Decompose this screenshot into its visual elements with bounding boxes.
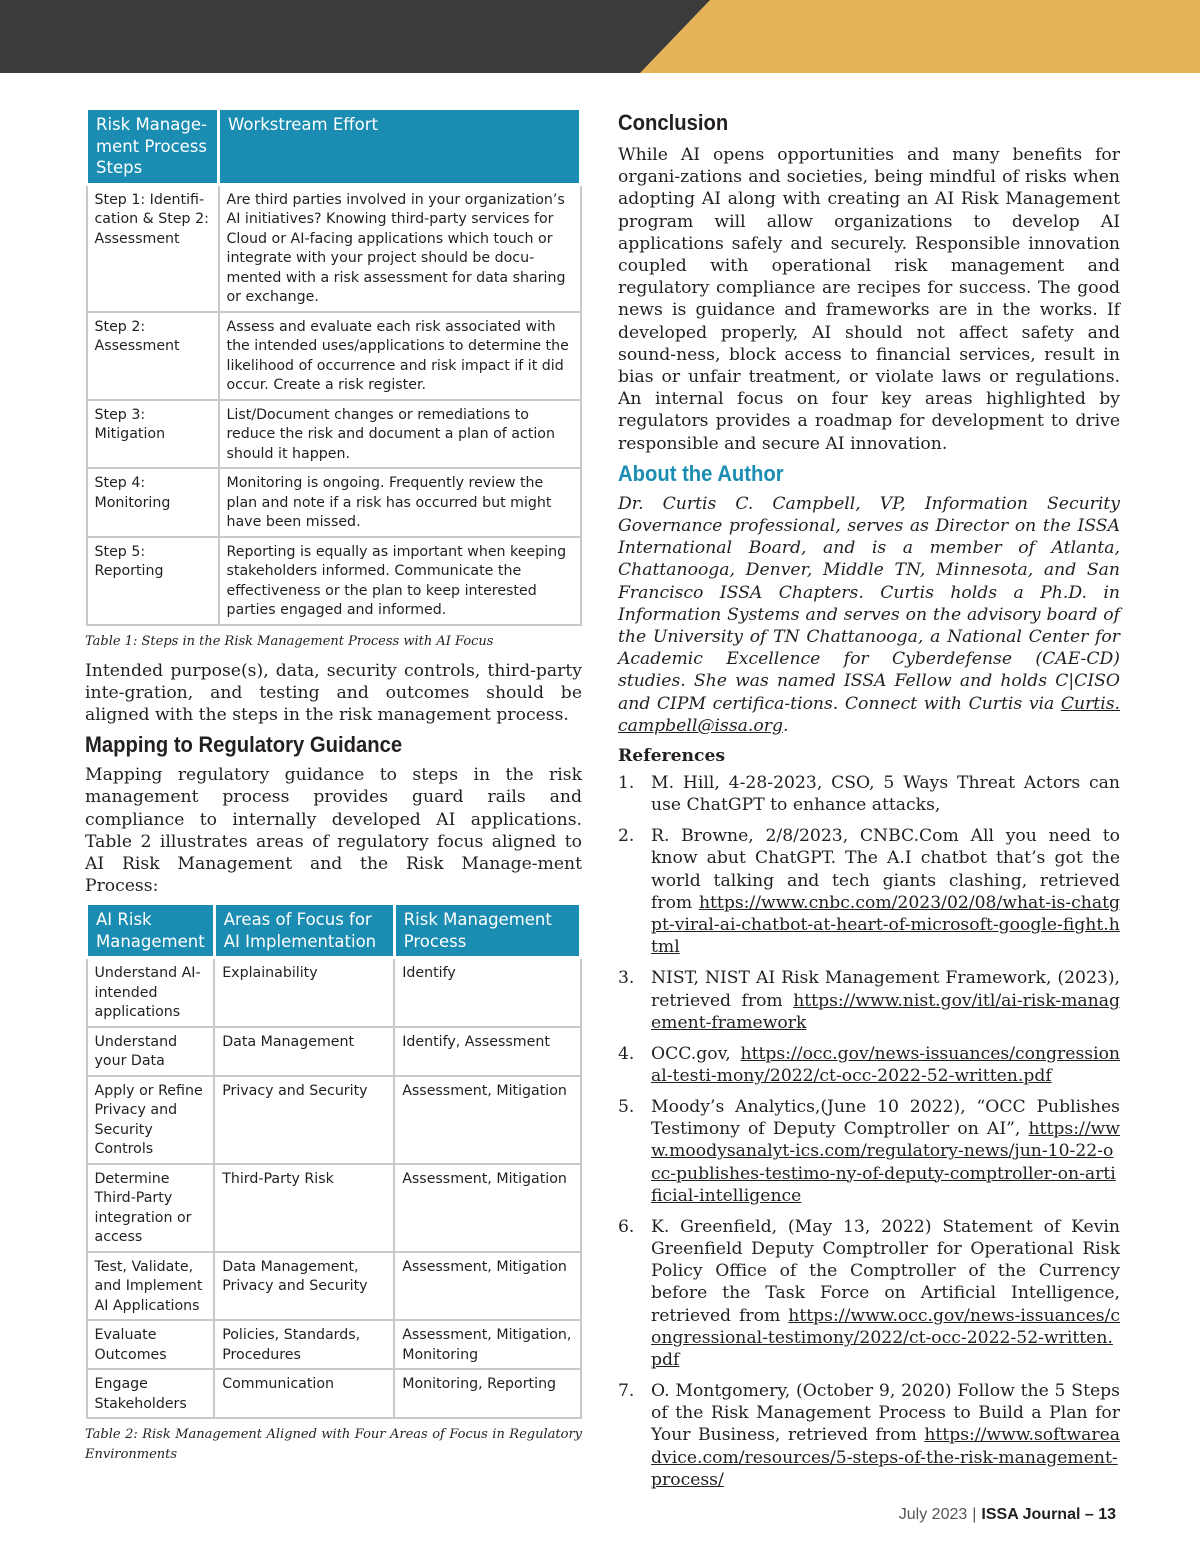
table-row: [87, 312, 581, 400]
reference-text: Moody’s Analytics,(June 10 2022), “OCC Publishes Testimony of Deputy Comptroller on AI”,: [651, 1096, 1120, 1140]
table-cell-effort: Are third parties involved in your organization’s AI initiatives? Knowing third-party services for Cloud or AI-facing applications which touch or integrate with your project should be docu-mented with a risk assessment for data sharing or exchange.: [219, 184, 581, 312]
reference-link[interactable]: https://www.occ.gov/news-issuances/congressional-testimony/2022/ct-occ-2022-52-written.pdf: [651, 1305, 1120, 1370]
reference-text: NIST, NIST AI Risk Management Framework, (2023), retrieved from: [651, 968, 1120, 1011]
header-banner-gold: [640, 0, 1200, 73]
author-bio-text: Dr. Curtis C. Campbell, VP, Information Security Governance professional, serves as Director on the ISSA International Board, and is a member of Atlanta, Chattanooga, Denver, Middle TN, Minnesota, and San Francisco ISSA Chapters. Curtis holds a Ph.D. in Information Systems and serves on the advisory board of the University of TN Chattanooga, a National Center for Academic Excellence for Cyberdefense (CAE-CD) studies. She was named ISSA Fellow and holds C|CISO and CIPM certifica-tions. Connect with Curtis via: [618, 493, 1120, 714]
table-cell: Policies, Standards, Procedures: [214, 1320, 394, 1369]
reference-link[interactable]: https://www.cnbc.com/2023/02/08/what-is-chatgpt-viral-ai-chatbot-at-heart-of-microsoft-google-fight.html: [651, 892, 1120, 958]
section-heading-mapping: Mapping to Regulatory Guidance: [85, 732, 403, 758]
reference-number: 2.: [618, 826, 635, 847]
table-cell: Data Management: [214, 1027, 394, 1076]
table-cell: Assessment, Mitigation: [394, 1164, 580, 1252]
section-heading-about-author: About the Author: [618, 460, 784, 486]
table-cell: Data Management, Privacy and Security: [214, 1252, 394, 1321]
reference-text: K. Greenfield, (May 13, 2022) Statement of Kevin Greenfield Deputy Comptroller for Operational Risk Policy Office of the Comptroller of the Currency before the Task Force on Artificial Intelligence, retrieved from: [651, 1216, 1120, 1326]
table-cell: Third-Party Risk: [214, 1164, 394, 1252]
references-list: [618, 772, 1120, 1491]
reference-item: [618, 967, 1120, 1034]
table-2-header: Areas of Focus for AI Implementation: [214, 905, 394, 958]
table-cell-effort: Assess and evaluate each risk associated with the intended uses/applications to determine the likelihood of occurrence and risk impact if it did occur. Create a risk register.: [219, 312, 581, 400]
reference-item: [618, 1096, 1120, 1207]
reference-number: 1.: [618, 773, 635, 794]
references-heading: References: [618, 746, 726, 767]
table-cell: Privacy and Security: [214, 1076, 394, 1164]
table-cell: Identify, Assessment: [394, 1027, 580, 1076]
reference-link[interactable]: https://www.nist.gov/itl/ai-risk-management-framework: [651, 990, 1120, 1033]
reference-number: 7.: [618, 1380, 635, 1401]
table-1-caption: Table 1: Steps in the Risk Management Process with AI Focus: [85, 633, 494, 649]
reference-item: [618, 825, 1120, 958]
table-row: [87, 1027, 581, 1076]
table-cell: Engage Stakeholders: [87, 1369, 215, 1418]
table-1-header: Workstream Effort: [219, 110, 581, 184]
table-cell-effort: Monitoring is ongoing. Frequently review the plan and note if a risk has occurred but might have been missed.: [219, 468, 581, 537]
author-bio-period: .: [782, 715, 789, 736]
table-cell-effort: List/Document changes or remediations to reduce the risk and document a plan of action should it happen.: [219, 400, 581, 469]
table-cell-step: Step 2: Assessment: [87, 312, 219, 400]
table-cell-step: Step 1: Identifi-cation & Step 2: Assessment: [87, 184, 219, 312]
conclusion-text: While AI opens opportunities and many benefits for organi-zations and societies, being mindful of risks when adopting AI along with creating an AI Risk Management program will allow organizations to develop AI applications safely and securely. Responsible innovation coupled with operational risk management and regulatory compliance are recipes for success. The good news is guidance and frameworks are in the works. If developed properly, AI should not affect safety and sound-ness, block access to financial services, result in bias or unfair treatment, or violate laws or regulations. An internal focus on four key areas highlighted by regulators provides a roadmap for development to drive responsible and secure AI innovation.: [618, 145, 1120, 454]
body-paragraph: Intended purpose(s), data, security controls, third-party inte-gration, and testing and outcomes should be aligned with the steps in the risk management process.: [85, 660, 582, 725]
right-column: [618, 110, 1120, 1500]
footer-date: July 2023: [898, 1506, 968, 1523]
table-row: [87, 1369, 581, 1418]
reference-item: [618, 1216, 1120, 1371]
table-cell: Test, Validate, and Implement AI Applications: [87, 1252, 215, 1321]
table-2: [85, 905, 582, 1419]
table-cell: Identify: [394, 958, 580, 1027]
table-row: [87, 468, 581, 537]
table-row: [87, 1164, 581, 1252]
table-row: [87, 1320, 581, 1369]
reference-number: 3.: [618, 968, 635, 989]
page-footer: [899, 1506, 1116, 1524]
reference-text: O. Montgomery, (October 9, 2020) Follow the 5 Steps of the Risk Management Process to Build a Plan for Your Business, retrieved from: [651, 1380, 1120, 1446]
reference-number: 4.: [618, 1043, 635, 1064]
body-paragraph: Mapping regulatory guidance to steps in the risk management process provides guard rails and compliance to internally developed AI applications. Table 2 illustrates areas of regulatory focus aligned to AI Risk Management and the Risk Manage-ment Process:: [85, 765, 582, 897]
table-row: [87, 400, 581, 469]
table-cell: Determine Third-Party integration or access: [87, 1164, 215, 1252]
table-cell: Assessment, Mitigation: [394, 1252, 580, 1321]
author-bio: [618, 493, 1120, 737]
table-1: [85, 110, 582, 626]
table-row: [87, 537, 581, 625]
table-2-caption: Table 2: Risk Management Aligned with Four Areas of Focus in Regulatory Environments: [85, 1427, 582, 1463]
author-email-link[interactable]: Curtis.campbell@issa.org: [618, 693, 1120, 736]
table-cell: Understand your Data: [87, 1027, 215, 1076]
section-heading-conclusion: Conclusion: [618, 110, 729, 135]
reference-number: 6.: [618, 1216, 635, 1237]
table-1-header: Risk Manage-ment Process Steps: [87, 110, 219, 184]
table-cell: Apply or Refine Privacy and Security Controls: [87, 1076, 215, 1164]
table-cell-step: Step 4: Monitoring: [87, 468, 219, 537]
reference-link[interactable]: https://www.softwareadvice.com/resources/5-steps-of-the-risk-management-process/: [651, 1425, 1120, 1490]
table-2-header: AI Risk Management: [87, 905, 215, 958]
reference-link[interactable]: https://www.moodysanalyt-ics.com/regulatory-news/jun-10-22-occ-publishes-testimo-ny-of-deputy-comptroller-on-artificial-intelligence: [651, 1119, 1120, 1206]
reference-item: [618, 1380, 1120, 1491]
left-column: [85, 110, 582, 1465]
footer-journal-page: ISSA Journal – 13: [981, 1506, 1116, 1523]
reference-text: R. Browne, 2/8/2023, CNBC.Com All you need to know abut ChatGPT. The A.I chatbot that’s got the world talking and tech giants clashing, retrieved from: [651, 826, 1120, 913]
reference-number: 5.: [618, 1096, 635, 1117]
table-cell-step: Step 5: Reporting: [87, 537, 219, 625]
table-cell: Assessment, Mitigation, Monitoring: [394, 1320, 580, 1369]
table-row: [87, 1076, 581, 1164]
reference-text: M. Hill, 4-28-2023, CSO, 5 Ways Threat Actors can use ChatGPT to enhance attacks,: [651, 773, 1120, 816]
table-cell: Understand AI-intended applications: [87, 958, 215, 1027]
table-row: [87, 184, 581, 312]
table-cell: Assessment, Mitigation: [394, 1076, 580, 1164]
reference-link[interactable]: https://occ.gov/news-issuances/congressional-testi-mony/2022/ct-occ-2022-52-written.pdf: [651, 1043, 1120, 1086]
reference-item: [618, 772, 1120, 816]
table-2-header: Risk Management Process: [394, 905, 580, 958]
reference-text: OCC.gov,: [651, 1043, 741, 1064]
table-row: [87, 1252, 581, 1321]
reference-item: [618, 1043, 1120, 1087]
table-cell: Explainability: [214, 958, 394, 1027]
table-cell-effort: Reporting is equally as important when keeping stakeholders informed. Communicate the effectiveness or the plan to keep interested parties engaged and informed.: [219, 537, 581, 625]
table-cell: Monitoring, Reporting: [394, 1369, 580, 1418]
table-cell: Evaluate Outcomes: [87, 1320, 215, 1369]
footer-separator: |: [972, 1506, 977, 1523]
table-row: [87, 958, 581, 1027]
table-cell: Communication: [214, 1369, 394, 1418]
table-cell-step: Step 3: Mitigation: [87, 400, 219, 469]
